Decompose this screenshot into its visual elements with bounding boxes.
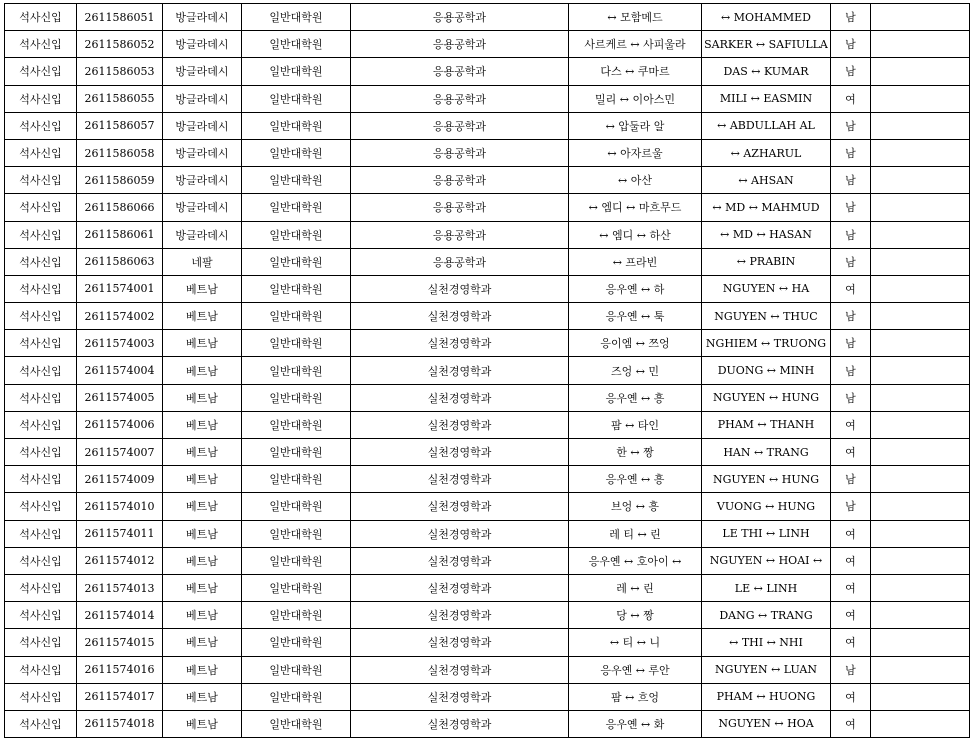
table-row — [5, 31, 970, 58]
student-id-cell: 2611574017 — [77, 683, 163, 710]
empty-cell — [871, 574, 970, 601]
admission-type-cell: 석사신입 — [5, 656, 77, 683]
empty-cell — [871, 303, 970, 330]
table-row — [5, 194, 970, 221]
department-cell: 실천경영학과 — [351, 275, 569, 302]
student-id-cell: 2611586051 — [77, 4, 163, 31]
english-name-cell: DANG ↔ TRANG — [702, 602, 831, 629]
english-name-cell: PHAM ↔ THANH — [702, 411, 831, 438]
gender-cell: 여 — [831, 710, 871, 737]
student-id-cell: 2611574012 — [77, 547, 163, 574]
department-cell: 실천경영학과 — [351, 411, 569, 438]
empty-cell — [871, 330, 970, 357]
admission-type-cell: 석사신입 — [5, 547, 77, 574]
country-cell: 베트남 — [163, 330, 242, 357]
country-cell: 베트남 — [163, 275, 242, 302]
korean-name-cell: 다스 ↔ 쿠마르 — [569, 58, 702, 85]
english-name-cell: SARKER ↔ SAFIULLA — [702, 31, 831, 58]
country-cell: 베트남 — [163, 656, 242, 683]
table-row — [5, 303, 970, 330]
english-name-cell: NGUYEN ↔ HOAI ↔ — [702, 547, 831, 574]
gender-cell: 여 — [831, 547, 871, 574]
english-name-cell: NGUYEN ↔ HUNG — [702, 466, 831, 493]
school-cell: 일반대학원 — [242, 466, 351, 493]
country-cell: 베트남 — [163, 629, 242, 656]
korean-name-cell: 당 ↔ 짱 — [569, 602, 702, 629]
country-cell: 베트남 — [163, 520, 242, 547]
school-cell: 일반대학원 — [242, 167, 351, 194]
table-row — [5, 574, 970, 601]
empty-cell — [871, 275, 970, 302]
english-name-cell: PHAM ↔ HUONG — [702, 683, 831, 710]
student-roster-table — [4, 3, 970, 738]
gender-cell: 남 — [831, 357, 871, 384]
empty-cell — [871, 357, 970, 384]
country-cell: 베트남 — [163, 710, 242, 737]
department-cell: 실천경영학과 — [351, 574, 569, 601]
department-cell: 실천경영학과 — [351, 520, 569, 547]
gender-cell: 여 — [831, 85, 871, 112]
student-id-cell: 2611586057 — [77, 112, 163, 139]
school-cell: 일반대학원 — [242, 275, 351, 302]
student-id-cell: 2611574011 — [77, 520, 163, 547]
korean-name-cell: 팜 ↔ 타인 — [569, 411, 702, 438]
korean-name-cell: 응우옌 ↔ 호아이 ↔ — [569, 547, 702, 574]
admission-type-cell: 석사신입 — [5, 221, 77, 248]
empty-cell — [871, 547, 970, 574]
country-cell: 방글라데시 — [163, 58, 242, 85]
gender-cell: 남 — [831, 112, 871, 139]
english-name-cell: ↔ AZHARUL — [702, 139, 831, 166]
gender-cell: 여 — [831, 683, 871, 710]
table-row — [5, 493, 970, 520]
gender-cell: 남 — [831, 139, 871, 166]
department-cell: 응용공학과 — [351, 139, 569, 166]
country-cell: 방글라데시 — [163, 139, 242, 166]
country-cell: 베트남 — [163, 439, 242, 466]
korean-name-cell: 응우옌 ↔ 화 — [569, 710, 702, 737]
gender-cell: 여 — [831, 411, 871, 438]
student-id-cell: 2611574004 — [77, 357, 163, 384]
admission-type-cell: 석사신입 — [5, 4, 77, 31]
country-cell: 방글라데시 — [163, 85, 242, 112]
school-cell: 일반대학원 — [242, 112, 351, 139]
gender-cell: 여 — [831, 602, 871, 629]
table-row — [5, 167, 970, 194]
english-name-cell: NGUYEN ↔ THUC — [702, 303, 831, 330]
admission-type-cell: 석사신입 — [5, 357, 77, 384]
department-cell: 실천경영학과 — [351, 683, 569, 710]
student-id-cell: 2611574002 — [77, 303, 163, 330]
empty-cell — [871, 384, 970, 411]
country-cell: 방글라데시 — [163, 221, 242, 248]
school-cell: 일반대학원 — [242, 303, 351, 330]
department-cell: 응용공학과 — [351, 85, 569, 112]
school-cell: 일반대학원 — [242, 439, 351, 466]
korean-name-cell: 응우옌 ↔ 흥 — [569, 384, 702, 411]
department-cell: 응용공학과 — [351, 248, 569, 275]
admission-type-cell: 석사신입 — [5, 58, 77, 85]
empty-cell — [871, 112, 970, 139]
student-id-cell: 2611574001 — [77, 275, 163, 302]
country-cell: 베트남 — [163, 547, 242, 574]
student-id-cell: 2611586055 — [77, 85, 163, 112]
table-row — [5, 112, 970, 139]
korean-name-cell: ↔ 모함메드 — [569, 4, 702, 31]
school-cell: 일반대학원 — [242, 656, 351, 683]
school-cell: 일반대학원 — [242, 31, 351, 58]
roster-body — [5, 4, 970, 738]
department-cell: 실천경영학과 — [351, 629, 569, 656]
gender-cell: 남 — [831, 303, 871, 330]
student-id-cell: 2611574016 — [77, 656, 163, 683]
school-cell: 일반대학원 — [242, 58, 351, 85]
table-row — [5, 411, 970, 438]
school-cell: 일반대학원 — [242, 357, 351, 384]
gender-cell: 남 — [831, 466, 871, 493]
empty-cell — [871, 439, 970, 466]
department-cell: 응용공학과 — [351, 194, 569, 221]
table-row — [5, 466, 970, 493]
empty-cell — [871, 139, 970, 166]
school-cell: 일반대학원 — [242, 330, 351, 357]
school-cell: 일반대학원 — [242, 574, 351, 601]
gender-cell: 남 — [831, 167, 871, 194]
department-cell: 실천경영학과 — [351, 602, 569, 629]
table-row — [5, 139, 970, 166]
admission-type-cell: 석사신입 — [5, 574, 77, 601]
empty-cell — [871, 710, 970, 737]
admission-type-cell: 석사신입 — [5, 248, 77, 275]
korean-name-cell: 레 ↔ 린 — [569, 574, 702, 601]
student-id-cell: 2611574006 — [77, 411, 163, 438]
department-cell: 응용공학과 — [351, 167, 569, 194]
student-id-cell: 2611574009 — [77, 466, 163, 493]
school-cell: 일반대학원 — [242, 629, 351, 656]
korean-name-cell: ↔ 엠디 ↔ 하산 — [569, 221, 702, 248]
table-row — [5, 602, 970, 629]
english-name-cell: DUONG ↔ MINH — [702, 357, 831, 384]
school-cell: 일반대학원 — [242, 85, 351, 112]
school-cell: 일반대학원 — [242, 248, 351, 275]
student-id-cell: 2611586066 — [77, 194, 163, 221]
english-name-cell: NGHIEM ↔ TRUONG — [702, 330, 831, 357]
table-row — [5, 221, 970, 248]
school-cell: 일반대학원 — [242, 384, 351, 411]
english-name-cell: LE THI ↔ LINH — [702, 520, 831, 547]
admission-type-cell: 석사신입 — [5, 493, 77, 520]
gender-cell: 여 — [831, 520, 871, 547]
country-cell: 베트남 — [163, 602, 242, 629]
empty-cell — [871, 411, 970, 438]
admission-type-cell: 석사신입 — [5, 167, 77, 194]
country-cell: 베트남 — [163, 411, 242, 438]
table-row — [5, 58, 970, 85]
gender-cell: 남 — [831, 384, 871, 411]
admission-type-cell: 석사신입 — [5, 411, 77, 438]
admission-type-cell: 석사신입 — [5, 139, 77, 166]
english-name-cell: HAN ↔ TRANG — [702, 439, 831, 466]
korean-name-cell: 응우옌 ↔ 툭 — [569, 303, 702, 330]
table-row — [5, 710, 970, 737]
korean-name-cell: 브엉 ↔ 흥 — [569, 493, 702, 520]
department-cell: 응용공학과 — [351, 58, 569, 85]
empty-cell — [871, 221, 970, 248]
korean-name-cell: 밀리 ↔ 이아스민 — [569, 85, 702, 112]
department-cell: 실천경영학과 — [351, 384, 569, 411]
table-row — [5, 330, 970, 357]
english-name-cell: NGUYEN ↔ HUNG — [702, 384, 831, 411]
english-name-cell: ↔ MD ↔ HASAN — [702, 221, 831, 248]
country-cell: 네팔 — [163, 248, 242, 275]
table-row — [5, 439, 970, 466]
korean-name-cell: ↔ 프라빈 — [569, 248, 702, 275]
admission-type-cell: 석사신입 — [5, 602, 77, 629]
school-cell: 일반대학원 — [242, 683, 351, 710]
table-row — [5, 520, 970, 547]
admission-type-cell: 석사신입 — [5, 439, 77, 466]
student-id-cell: 2611586063 — [77, 248, 163, 275]
department-cell: 응용공학과 — [351, 221, 569, 248]
gender-cell: 남 — [831, 194, 871, 221]
admission-type-cell: 석사신입 — [5, 85, 77, 112]
student-id-cell: 2611574007 — [77, 439, 163, 466]
student-id-cell: 2611586058 — [77, 139, 163, 166]
department-cell: 실천경영학과 — [351, 439, 569, 466]
gender-cell: 여 — [831, 275, 871, 302]
admission-type-cell: 석사신입 — [5, 520, 77, 547]
empty-cell — [871, 248, 970, 275]
gender-cell: 남 — [831, 31, 871, 58]
korean-name-cell: 사르케르 ↔ 사피울라 — [569, 31, 702, 58]
empty-cell — [871, 4, 970, 31]
student-id-cell: 2611586053 — [77, 58, 163, 85]
department-cell: 실천경영학과 — [351, 493, 569, 520]
student-id-cell: 2611574013 — [77, 574, 163, 601]
english-name-cell: ↔ MOHAMMED — [702, 4, 831, 31]
table-row — [5, 547, 970, 574]
english-name-cell: VUONG ↔ HUNG — [702, 493, 831, 520]
english-name-cell: MILI ↔ EASMIN — [702, 85, 831, 112]
admission-type-cell: 석사신입 — [5, 275, 77, 302]
table-row — [5, 629, 970, 656]
empty-cell — [871, 493, 970, 520]
country-cell: 베트남 — [163, 574, 242, 601]
empty-cell — [871, 602, 970, 629]
admission-type-cell: 석사신입 — [5, 710, 77, 737]
admission-type-cell: 석사신입 — [5, 112, 77, 139]
english-name-cell: NGUYEN ↔ HA — [702, 275, 831, 302]
gender-cell: 여 — [831, 629, 871, 656]
gender-cell: 여 — [831, 439, 871, 466]
empty-cell — [871, 656, 970, 683]
country-cell: 베트남 — [163, 493, 242, 520]
empty-cell — [871, 466, 970, 493]
admission-type-cell: 석사신입 — [5, 194, 77, 221]
english-name-cell: ↔ MD ↔ MAHMUD — [702, 194, 831, 221]
department-cell: 실천경영학과 — [351, 547, 569, 574]
empty-cell — [871, 167, 970, 194]
country-cell: 방글라데시 — [163, 112, 242, 139]
korean-name-cell: 한 ↔ 짱 — [569, 439, 702, 466]
student-id-cell: 2611574014 — [77, 602, 163, 629]
department-cell: 응용공학과 — [351, 112, 569, 139]
table-row — [5, 85, 970, 112]
empty-cell — [871, 683, 970, 710]
gender-cell: 남 — [831, 330, 871, 357]
korean-name-cell: ↔ 티 ↔ 니 — [569, 629, 702, 656]
english-name-cell: ↔ AHSAN — [702, 167, 831, 194]
student-id-cell: 2611574005 — [77, 384, 163, 411]
gender-cell: 남 — [831, 656, 871, 683]
country-cell: 베트남 — [163, 683, 242, 710]
admission-type-cell: 석사신입 — [5, 31, 77, 58]
school-cell: 일반대학원 — [242, 4, 351, 31]
english-name-cell: ↔ PRABIN — [702, 248, 831, 275]
english-name-cell: NGUYEN ↔ LUAN — [702, 656, 831, 683]
korean-name-cell: ↔ 압둘라 알 — [569, 112, 702, 139]
gender-cell: 남 — [831, 248, 871, 275]
korean-name-cell: ↔ 아자르울 — [569, 139, 702, 166]
english-name-cell: LE ↔ LINH — [702, 574, 831, 601]
table-row — [5, 656, 970, 683]
korean-name-cell: 응우옌 ↔ 흥 — [569, 466, 702, 493]
school-cell: 일반대학원 — [242, 493, 351, 520]
korean-name-cell: 팜 ↔ 흐엉 — [569, 683, 702, 710]
korean-name-cell: ↔ 엠디 ↔ 마흐무드 — [569, 194, 702, 221]
table-row — [5, 357, 970, 384]
school-cell: 일반대학원 — [242, 602, 351, 629]
department-cell: 실천경영학과 — [351, 710, 569, 737]
country-cell: 방글라데시 — [163, 167, 242, 194]
admission-type-cell: 석사신입 — [5, 466, 77, 493]
empty-cell — [871, 58, 970, 85]
table-row — [5, 4, 970, 31]
empty-cell — [871, 194, 970, 221]
school-cell: 일반대학원 — [242, 221, 351, 248]
country-cell: 방글라데시 — [163, 4, 242, 31]
department-cell: 실천경영학과 — [351, 330, 569, 357]
korean-name-cell: 레 티 ↔ 린 — [569, 520, 702, 547]
empty-cell — [871, 85, 970, 112]
table-row — [5, 275, 970, 302]
school-cell: 일반대학원 — [242, 547, 351, 574]
school-cell: 일반대학원 — [242, 194, 351, 221]
admission-type-cell: 석사신입 — [5, 629, 77, 656]
student-id-cell: 2611574003 — [77, 330, 163, 357]
student-id-cell: 2611586059 — [77, 167, 163, 194]
department-cell: 실천경영학과 — [351, 303, 569, 330]
gender-cell: 남 — [831, 58, 871, 85]
gender-cell: 남 — [831, 221, 871, 248]
country-cell: 베트남 — [163, 303, 242, 330]
student-id-cell: 2611574010 — [77, 493, 163, 520]
admission-type-cell: 석사신입 — [5, 303, 77, 330]
korean-name-cell: 응이엠 ↔ 쯔엉 — [569, 330, 702, 357]
table-row — [5, 683, 970, 710]
department-cell: 실천경영학과 — [351, 656, 569, 683]
korean-name-cell: 즈엉 ↔ 민 — [569, 357, 702, 384]
korean-name-cell: ↔ 아산 — [569, 167, 702, 194]
admission-type-cell: 석사신입 — [5, 683, 77, 710]
english-name-cell: DAS ↔ KUMAR — [702, 58, 831, 85]
student-id-cell: 2611586061 — [77, 221, 163, 248]
student-id-cell: 2611586052 — [77, 31, 163, 58]
gender-cell: 남 — [831, 493, 871, 520]
school-cell: 일반대학원 — [242, 139, 351, 166]
english-name-cell: ↔ THI ↔ NHI — [702, 629, 831, 656]
english-name-cell: NGUYEN ↔ HOA — [702, 710, 831, 737]
gender-cell: 여 — [831, 574, 871, 601]
school-cell: 일반대학원 — [242, 710, 351, 737]
empty-cell — [871, 520, 970, 547]
admission-type-cell: 석사신입 — [5, 384, 77, 411]
korean-name-cell: 응우옌 ↔ 하 — [569, 275, 702, 302]
student-id-cell: 2611574015 — [77, 629, 163, 656]
country-cell: 방글라데시 — [163, 194, 242, 221]
gender-cell: 남 — [831, 4, 871, 31]
english-name-cell: ↔ ABDULLAH AL — [702, 112, 831, 139]
department-cell: 응용공학과 — [351, 31, 569, 58]
country-cell: 베트남 — [163, 384, 242, 411]
empty-cell — [871, 31, 970, 58]
table-row — [5, 384, 970, 411]
department-cell: 실천경영학과 — [351, 357, 569, 384]
department-cell: 실천경영학과 — [351, 466, 569, 493]
school-cell: 일반대학원 — [242, 520, 351, 547]
table-row — [5, 248, 970, 275]
country-cell: 베트남 — [163, 357, 242, 384]
department-cell: 응용공학과 — [351, 4, 569, 31]
country-cell: 방글라데시 — [163, 31, 242, 58]
admission-type-cell: 석사신입 — [5, 330, 77, 357]
student-id-cell: 2611574018 — [77, 710, 163, 737]
school-cell: 일반대학원 — [242, 411, 351, 438]
korean-name-cell: 응우옌 ↔ 루안 — [569, 656, 702, 683]
empty-cell — [871, 629, 970, 656]
country-cell: 베트남 — [163, 466, 242, 493]
